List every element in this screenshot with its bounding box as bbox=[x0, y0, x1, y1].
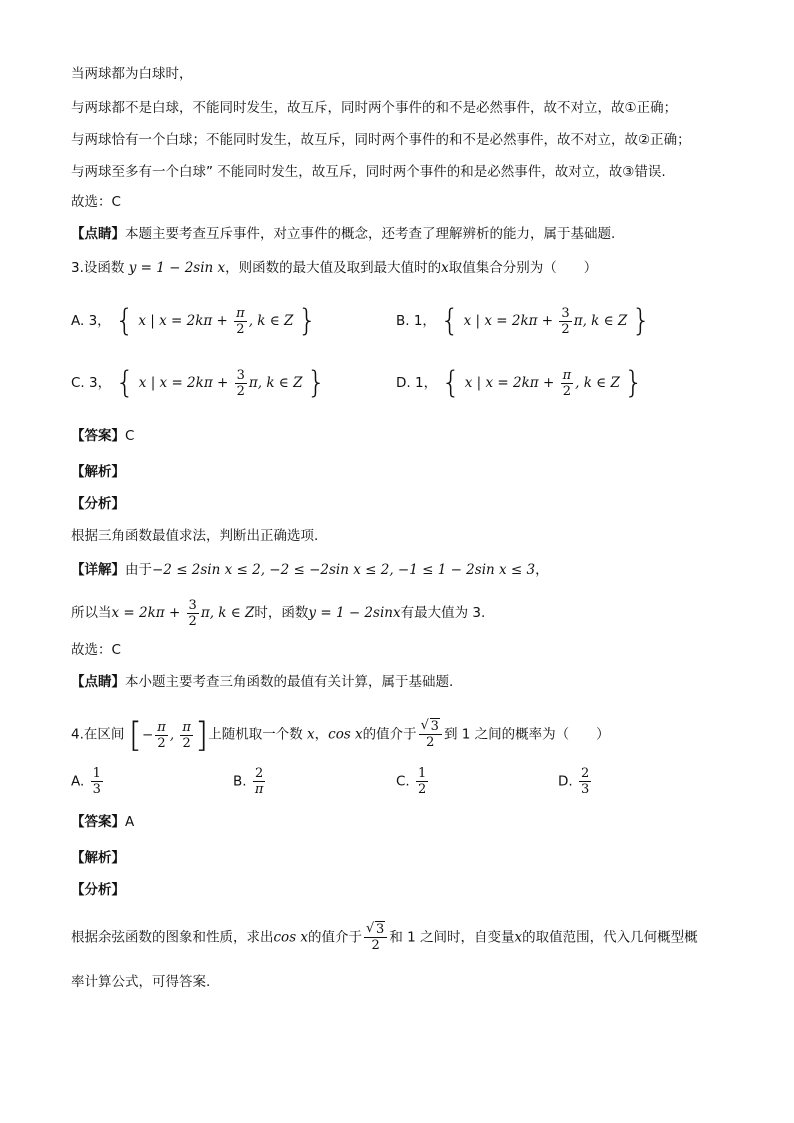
option-b bbox=[396, 303, 651, 339]
detail-text: 所以当 bbox=[71, 605, 112, 621]
comment-text: 本小题主要考查三角函数的最值有关计算，属于基础题. bbox=[125, 674, 454, 690]
stem-text: ， bbox=[314, 726, 329, 743]
text-line: 与两球恰有一个白球；不能同时发生，故互斥，同时两个事件的和不是必然事件，故不对立，故②正确； bbox=[71, 132, 691, 148]
fenxi-text: 根据三角函数最值求法，判断出正确选项. bbox=[71, 528, 319, 544]
option-label: C. bbox=[396, 773, 410, 790]
detail-formula: −2 ≤ 2sin x ≤ 2, −2 ≤ −2sin x ≤ 2, −1 ≤ 1 − 2sin x ≤ 3 bbox=[152, 562, 536, 578]
fenxi-text-part: 和 1 之间时，自变量 bbox=[389, 929, 515, 946]
answer-tag: 【答案】 bbox=[71, 814, 125, 830]
answer bbox=[71, 812, 134, 832]
option-a: A. $\frac{1}{3}$ bbox=[71, 766, 101, 797]
question-number: 4.在区间 bbox=[71, 726, 125, 743]
cos-expr: cos x bbox=[273, 929, 309, 946]
option-label: A. 3， bbox=[71, 313, 111, 329]
option-c bbox=[71, 365, 326, 401]
variable: x bbox=[441, 260, 449, 276]
interval: [− $\frac{\pi}{2}$ , $\frac{\pi}{2}$ ] bbox=[128, 715, 209, 755]
comment-text: 本题主要考查互斥事件，对立事件的概念，还考查了理解辨析的能力，属于基础题. bbox=[125, 226, 616, 242]
stem-text: 的值介于 bbox=[362, 726, 417, 743]
answer-choice: 故选：C bbox=[71, 642, 121, 658]
option-label: D. 1， bbox=[396, 375, 438, 391]
comment bbox=[71, 672, 453, 692]
answer-choice: 故选：C bbox=[71, 194, 121, 210]
stem-text: 取值集合分别为（ ） bbox=[448, 260, 598, 276]
function-formula: y = 1 − 2sinx bbox=[308, 605, 401, 621]
option-label: B. bbox=[233, 773, 247, 790]
question-number: 3.设函数 bbox=[71, 260, 125, 276]
detail-text: 时，函数 bbox=[254, 605, 309, 621]
option-label: D. bbox=[558, 773, 573, 790]
option-d: D. $\frac{2}{3}$ bbox=[558, 766, 590, 797]
fenxi-tag: 【分析】 bbox=[71, 882, 125, 898]
detail-formula: x = 2kπ + $\frac{3}{2}$ π, k ∈ Z bbox=[111, 598, 255, 629]
option-set: { x | x = 2kπ + $\frac{3}{2}$ π, k ∈ Z } bbox=[115, 365, 326, 401]
option-set: { x | x = 2kπ + $\frac{3}{2}$ π, k ∈ Z } bbox=[440, 303, 651, 339]
option-set: { x | x = 2kπ + $\frac{\pi}{2}$ , k ∈ Z } bbox=[441, 365, 644, 401]
fenxi-text-part: 根据余弦函数的图象和性质，求出 bbox=[71, 929, 274, 946]
option-label: B. 1， bbox=[396, 313, 436, 329]
fenxi-text: 率计算公式，可得答案. bbox=[71, 974, 211, 990]
option-a bbox=[71, 303, 317, 339]
fenxi-text-part: 的值介于 bbox=[308, 929, 363, 946]
comment-tag: 【点睛】 bbox=[71, 674, 125, 690]
fenxi-text bbox=[71, 922, 698, 953]
text-line: 与两球都不是白球，不能同时发生，故互斥，同时两个事件的和不是必然事件，故不对立，故①正确； bbox=[71, 100, 678, 116]
jiexi-tag: 【解析】 bbox=[71, 850, 125, 866]
comment bbox=[71, 224, 615, 244]
variable: x bbox=[307, 726, 315, 743]
option-label: C. 3， bbox=[71, 375, 112, 391]
detail-text: ， bbox=[535, 562, 549, 578]
stem-text: 上随机取一个数 bbox=[208, 726, 303, 743]
detail-tag: 【详解】 bbox=[71, 562, 125, 578]
answer-tag: 【答案】 bbox=[71, 428, 125, 444]
question-4-stem bbox=[71, 715, 610, 755]
function-formula: y = 1 − 2sin x bbox=[128, 260, 226, 276]
comment-tag: 【点睛】 bbox=[71, 226, 125, 242]
detail-text: 有最大值为 3. bbox=[400, 605, 486, 621]
detail-conclusion bbox=[71, 598, 485, 629]
fenxi-text-part: 的取值范围，代入几何概型概 bbox=[522, 929, 698, 946]
cos-expr: cos x bbox=[328, 726, 363, 743]
question-3-stem bbox=[71, 258, 597, 278]
stem-text: 到 1 之间的概率为（ ） bbox=[443, 726, 610, 743]
answer-value: C bbox=[125, 428, 135, 444]
option-c: C. $\frac{1}{2}$ bbox=[396, 766, 427, 797]
sqrt3-over-2: √ $\frac{3}{2}$ bbox=[364, 922, 387, 953]
stem-text: ，则函数的最大值及取到最大值时的 bbox=[225, 260, 442, 276]
variable: x bbox=[514, 929, 523, 946]
text-line: 当两球都为白球时， bbox=[71, 66, 193, 82]
option-set: { x | x = 2kπ + $\frac{\pi}{2}$ , k ∈ Z } bbox=[114, 303, 317, 339]
answer bbox=[71, 426, 134, 446]
option-b: B. $\frac{2}{\pi}$ bbox=[233, 766, 264, 797]
option-d bbox=[396, 365, 644, 401]
option-label: A. bbox=[71, 773, 85, 790]
fenxi-tag: 【分析】 bbox=[71, 496, 125, 512]
text-line: 与两球至多有一个白球” 不能同时发生，故互斥，同时两个事件的和是必然事件，故对立，故③错误. bbox=[71, 164, 666, 180]
detail bbox=[71, 560, 549, 580]
answer-value: A bbox=[125, 814, 135, 830]
sqrt3-over-2: √ $\frac{3}{2}$ bbox=[419, 719, 442, 750]
detail-text: 由于 bbox=[125, 562, 152, 578]
jiexi-tag: 【解析】 bbox=[71, 464, 125, 480]
